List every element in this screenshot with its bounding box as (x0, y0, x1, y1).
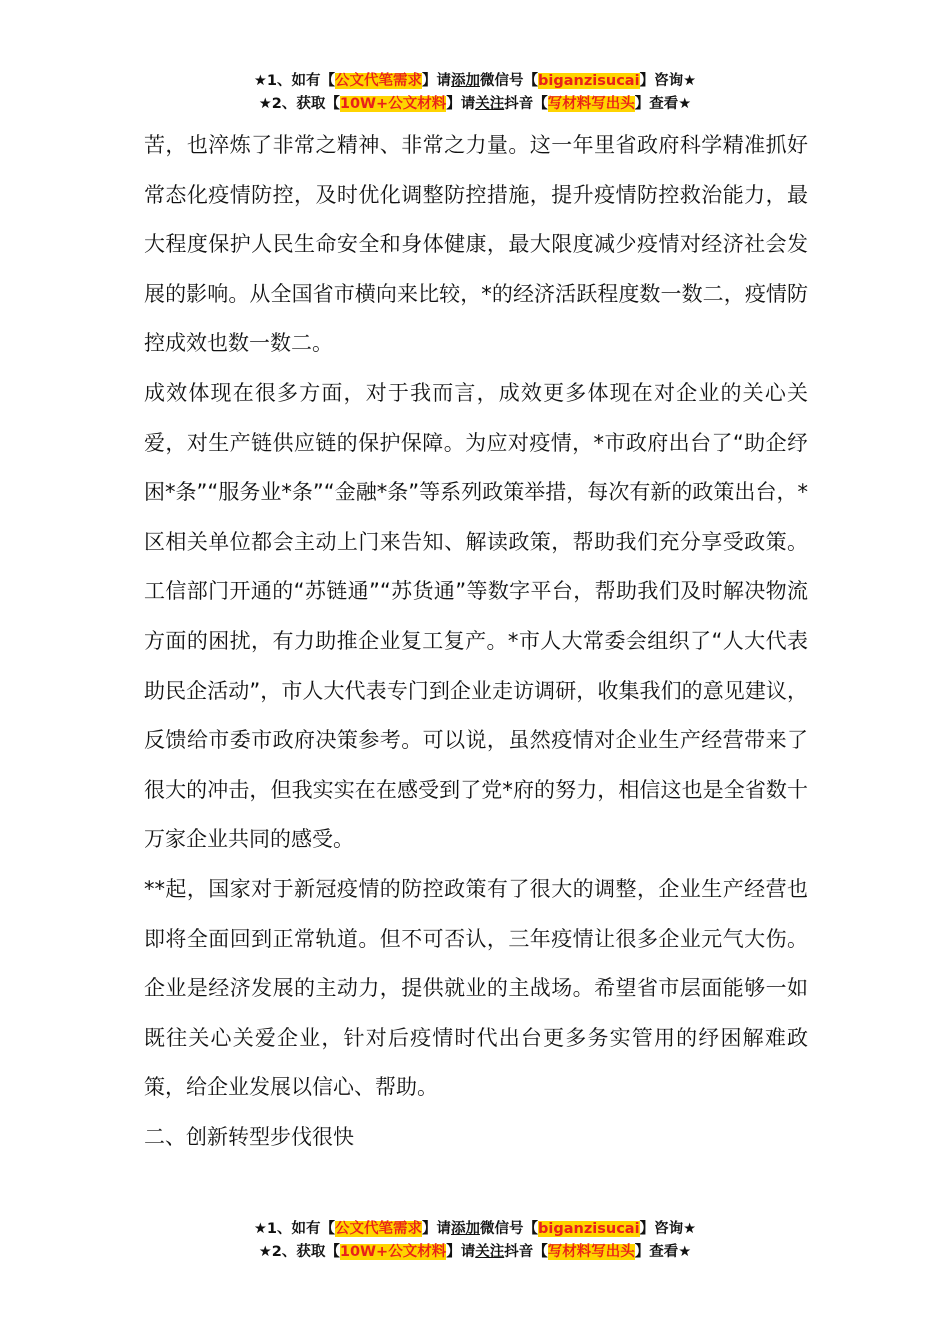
highlight-douyin-account: 写材料写出头 (547, 96, 635, 112)
highlight-service: 公文代笔需求 (335, 73, 423, 89)
paragraph-2: 成效体现在很多方面，对于我而言，成效更多体现在对企业的关心关爱，对生产链供应链的保护保障。为应对疫情，*市政府出台了“助企纾困*条”“服务业*条”“金融*条”等系列政策举措，每次有新的政策出台，*区相关单位都会主动上门来告知、解读政策，帮助我们充分享受政策。工信部门开通的“苏链通”“苏货通”等数字平台，帮助我们及时解决物流方面的困扰，有力助推企业复工复产。*市人大常委会组织了“人大代表助民企活动”，市人大代表专门到企业走访调研，收集我们的意见建议，反馈给市委市政府决策参考。可以说，虽然疫情对企业生产经营带来了很大的冲击，但我实实在在感受到了党*府的努力，相信这也是全省数十万家企业共同的感受。 (144, 380, 808, 852)
promo-line-1: ★1、如有【公文代笔需求】请添加微信号【biganzisucai】咨询★ (253, 1221, 697, 1237)
highlight-materials: 10W+公文材料 (339, 96, 447, 112)
highlight-service: 公文代笔需求 (335, 1221, 423, 1237)
highlight-wechat-id: biganzisucai (538, 1221, 640, 1237)
highlight-wechat-id: biganzisucai (538, 73, 640, 89)
section-heading: 二、创新转型步伐很快 (144, 1124, 354, 1149)
promo-line-1: ★1、如有【公文代笔需求】请添加微信号【biganzisucai】咨询★ (253, 73, 697, 89)
promo-banner-bottom (0, 1218, 950, 1264)
document-body (144, 121, 808, 1162)
highlight-douyin-account: 写材料写出头 (547, 1244, 635, 1260)
promo-banner-top (0, 70, 950, 116)
paragraph-3: **起，国家对于新冠疫情的防控政策有了很大的调整，企业生产经营也即将全面回到正常轨道。但不可否认，三年疫情让很多企业元气大伤。企业是经济发展的主动力，提供就业的主战场。希望省市层面能够一如既往关心关爱企业，针对后疫情时代出台更多务实管用的纾困解难政策，给企业发展以信心、帮助。 (144, 876, 808, 1100)
promo-line-2: ★2、获取【10W+公文材料】请关注抖音【写材料写出头】查看★ (258, 1244, 692, 1260)
promo-line-2: ★2、获取【10W+公文材料】请关注抖音【写材料写出头】查看★ (258, 96, 692, 112)
highlight-materials: 10W+公文材料 (339, 1244, 447, 1260)
paragraph-1: 苦，也淬炼了非常之精神、非常之力量。这一年里省政府科学精准抓好常态化疫情防控，及时优化调整防控措施，提升疫情防控救治能力，最大程度保护人民生命安全和身体健康，最大限度减少疫情对经济社会发展的影响。从全国省市横向来比较，*的经济活跃程度数一数二，疫情防控成效也数一数二。 (144, 133, 808, 356)
